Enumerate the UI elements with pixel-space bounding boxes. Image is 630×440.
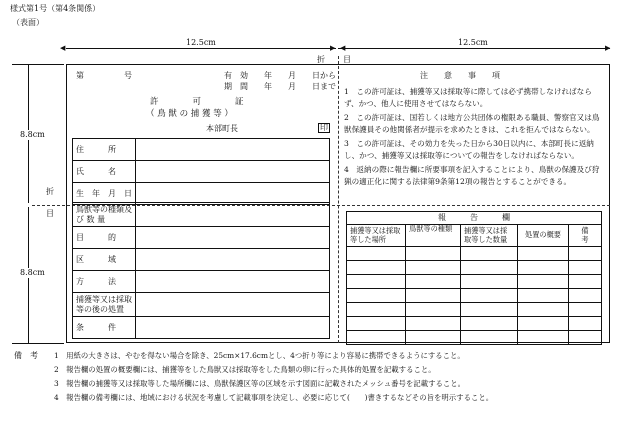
report-cell[interactable] [406,303,461,317]
arrow-right-icon: ▶ [605,44,611,52]
row-species-label: 鳥獣等の種類及 び 数 量 [73,203,136,227]
report-cell[interactable] [406,317,461,331]
report-cell[interactable] [518,303,569,317]
report-cell[interactable] [406,289,461,303]
note-item-3: 3 この許可証は、その効力を失った日から30日以内に、本部町長に返納し、かつ、捕獲等又は採取等についての報告をしなければならない。 [344,139,594,160]
report-row [347,317,602,331]
report-row [347,289,602,303]
width-label-right: 12.5cm [458,38,488,47]
report-col-disposal: 処置の概要 [518,225,569,247]
row-conditions-label: 条 件 [73,317,136,339]
arrow-right-icon: ▶ [330,44,336,52]
report-cell[interactable] [569,275,602,289]
report-cell[interactable] [569,317,602,331]
report-cell[interactable] [518,275,569,289]
width-dimension-right [338,48,610,49]
report-row [347,261,602,275]
report-row [347,247,602,261]
applicant-table [72,138,330,205]
height-label-top: 8.8cm [20,130,45,139]
report-cell[interactable] [569,261,602,275]
height-label-bottom: 8.8cm [20,268,45,277]
form-number: 様式第1号（第4条関係） [10,4,101,13]
fold-label-left-2: 目 [46,209,54,218]
note-item-2: 2 この許可証は、国若しくは地方公共団体の権限ある職員、警察官又は鳥獣保護員その他関係者が提示を求めたときは、これを拒んではならない。 [344,113,600,134]
report-cell[interactable] [569,331,602,345]
report-cell[interactable] [518,289,569,303]
note-item-4: 4 返納の際に報告欄に所要事項を記入することにより、鳥獣の保護及び狩猟の適正化に関する法律第9条第12項の報告とすることができる。 [344,165,600,186]
fold-label-left-1: 折 [46,187,54,196]
row-purpose-label: 目 的 [73,227,136,249]
report-cell[interactable] [518,261,569,275]
remark-item-1: 1 用紙の大きさは、やむを得ない場合を除き、25cm×17.6cmとし、4つ折り等により容易に携帯できるようにすること。 [54,351,465,360]
permit-title: 許 可 証 [150,97,244,107]
row-species-value[interactable] [136,203,330,227]
report-col-place: 捕獲等又は採取等した場所 [347,225,406,247]
row-name-label: 氏 名 [73,161,136,183]
row-area-value[interactable] [136,249,330,271]
fold-line-vertical [338,56,339,343]
side-label: （表面） [12,18,44,27]
report-cell[interactable] [461,317,518,331]
remark-item-4: 4 報告欄の備考欄には、地域における状況を考慮して記載事項を決定し、必要に応じて( )書きするなどその旨を明示すること。 [54,393,494,402]
notes-title: 注 意 事 項 [420,71,500,80]
width-label-left: 12.5cm [186,38,216,47]
report-row [347,303,602,317]
row-birthdate-label: 生 年 月 日 [73,183,136,205]
row-address-label: 住 所 [73,139,136,161]
report-cell[interactable] [569,289,602,303]
permit-number-label: 第 号 [76,71,132,80]
tick-bottom [12,343,64,344]
report-cell[interactable] [347,303,406,317]
note-item-1: 1 この許可証は、捕獲等又は採取等に際しては必ず携帯しなければならず、かつ、他人に使用させてはならない。 [344,87,592,108]
report-cell[interactable] [569,247,602,261]
report-title: 報 告 欄 [347,212,602,225]
report-row [347,275,602,289]
row-name-value[interactable] [136,161,330,183]
report-cell[interactable] [461,261,518,275]
report-cell[interactable] [347,317,406,331]
row-conditions-value[interactable] [136,317,330,339]
report-cell[interactable] [406,261,461,275]
report-cell[interactable] [347,289,406,303]
report-col-species: 鳥獣等の種類 [406,225,461,247]
remark-item-2: 2 報告欄の処置の概要欄には、捕獲等をした鳥獣又は採取等をした鳥類の卵に行った具体的処置を記載すること。 [54,365,436,374]
report-cell[interactable] [569,303,602,317]
row-method-label: 方 法 [73,271,136,293]
report-table [346,211,602,345]
report-cell[interactable] [347,331,406,345]
width-dimension-left [66,48,336,49]
report-row [347,331,602,345]
report-cell[interactable] [347,275,406,289]
permit-subtitle: （ 鳥 獣 の 捕 獲 等 ） [146,109,233,119]
issuer-label: 本部町長 [206,124,238,133]
arrow-left-icon: ◀ [60,44,66,52]
report-cell[interactable] [518,331,569,345]
report-cell[interactable] [461,331,518,345]
validity-to-label: 期 間 年 月 日まで [224,82,336,91]
row-purpose-value[interactable] [136,227,330,249]
report-cell[interactable] [461,303,518,317]
row-area-label: 区 域 [73,249,136,271]
row-address-value[interactable] [136,139,330,161]
remarks-label: 備 考 [14,351,38,360]
remark-item-3: 3 報告欄の捕獲等又は採取等した場所欄には、鳥獣保護区等の区域を示す図面に記載されたメッシュ番号を記載すること。 [54,379,466,388]
report-cell[interactable] [406,331,461,345]
report-col-remarks: 備 考 [569,225,602,247]
row-method-value[interactable] [136,271,330,293]
arrow-left-icon: ◀ [340,44,346,52]
permit-details-table [72,202,330,339]
fold-label-top: 折 [317,55,325,64]
validity-from-label: 有 効 年 月 日から [224,71,336,80]
report-cell[interactable] [518,317,569,331]
report-cell[interactable] [461,289,518,303]
report-cell[interactable] [406,275,461,289]
row-disposal-label: 捕獲等又は採取等の後の処置 [73,293,136,317]
seal-icon: 印 [320,123,328,132]
report-cell[interactable] [347,261,406,275]
report-cell[interactable] [461,247,518,261]
report-cell[interactable] [518,247,569,261]
tick-top [12,64,64,65]
report-cell[interactable] [461,275,518,289]
report-col-quantity: 捕獲等又は採取等した数量 [461,225,518,247]
fold-label-top2: 目 [343,55,351,64]
report-cell[interactable] [347,247,406,261]
row-disposal-value[interactable] [136,293,330,317]
report-cell[interactable] [406,247,461,261]
